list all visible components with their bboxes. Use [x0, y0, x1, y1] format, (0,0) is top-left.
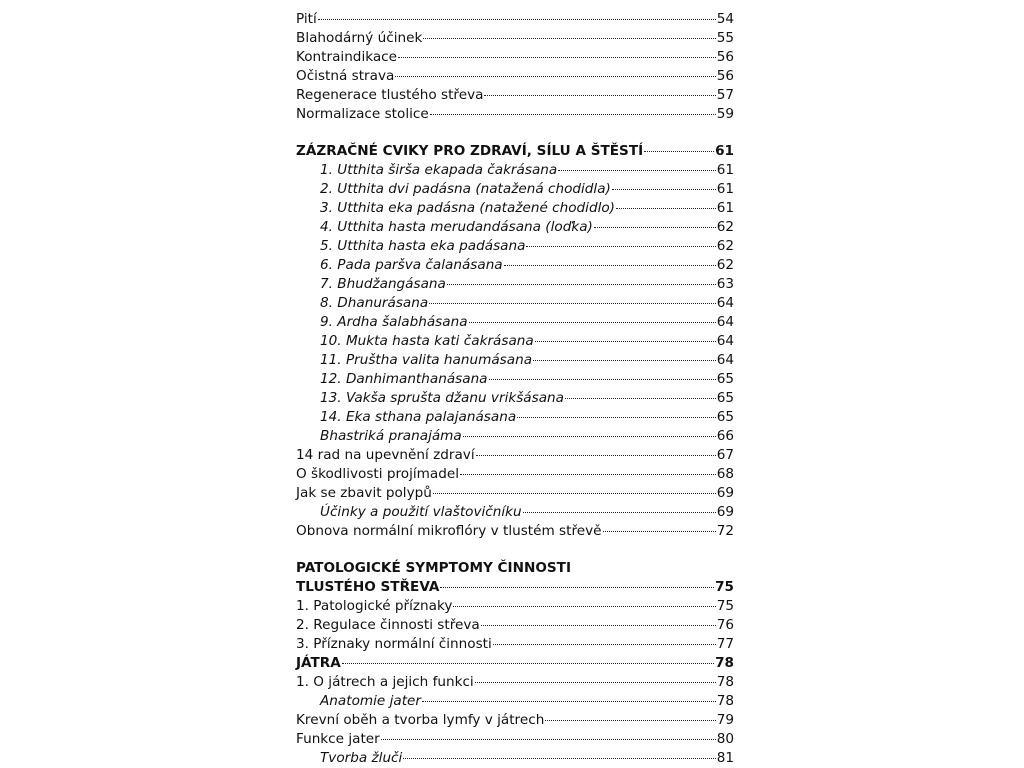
entry-title: 7. Bhudžangásana [320, 276, 446, 292]
entry-title: Bhastriká pranajáma [320, 428, 462, 444]
dot-leader [318, 19, 716, 20]
toc-entry[interactable] [296, 730, 734, 749]
entry-title: 11. Pruštha valita hanumásana [320, 352, 533, 368]
dot-leader [526, 246, 715, 247]
dot-leader [469, 322, 716, 323]
section-gap [296, 124, 734, 142]
dot-leader [342, 663, 714, 664]
page-number: 63 [716, 276, 734, 292]
entry-title: Regenerace tlustého střeva [296, 87, 484, 103]
entry-title: Normalizace stolice [296, 106, 429, 122]
dot-leader [533, 360, 716, 361]
toc-section-heading-line [296, 559, 734, 578]
entry-title: Jak se zbavit polypů [296, 485, 432, 501]
toc-entry[interactable] [296, 48, 734, 67]
toc-entry[interactable] [296, 446, 734, 465]
page-number: 62 [716, 257, 734, 273]
entry-title: Funkce jater [296, 731, 380, 747]
dot-leader [447, 284, 716, 285]
entry-title: 3. Utthita eka padásna (natažené chodidlo) [320, 200, 615, 216]
dot-leader [489, 379, 716, 380]
dot-leader [558, 170, 715, 171]
dot-leader [565, 398, 716, 399]
toc-entry[interactable] [296, 673, 734, 692]
dot-leader [433, 493, 716, 494]
toc-entry[interactable] [296, 351, 734, 370]
page-number: 69 [716, 504, 734, 520]
toc-entry[interactable] [296, 484, 734, 503]
toc-group-symptoms [296, 597, 734, 654]
entry-title: Tvorba žluči [320, 750, 403, 766]
page-number: 75 [715, 579, 734, 595]
toc-group-cleansing [296, 10, 734, 124]
entry-title: 2. Utthita dvi padásna (natažená chodidla) [320, 181, 611, 197]
toc-entry[interactable] [296, 692, 734, 711]
dot-leader [440, 587, 714, 588]
toc-entry[interactable] [296, 256, 734, 275]
toc-entry[interactable] [296, 635, 734, 654]
page-number: 65 [716, 390, 734, 406]
entry-title: 2. Regulace činnosti střeva [296, 617, 480, 633]
entry-title: 6. Pada paršva čalanásana [320, 257, 503, 273]
toc-entry[interactable] [296, 218, 734, 237]
toc-entry[interactable] [296, 522, 734, 541]
dot-leader [381, 739, 716, 740]
page-number: 64 [716, 314, 734, 330]
toc-group-health [296, 446, 734, 503]
section-title: TLUSTÉHO STŘEVA [296, 579, 440, 595]
dot-leader [481, 625, 716, 626]
entry-title: 5. Utthita hasta eka padásana [320, 238, 526, 254]
toc-section-heading[interactable] [296, 654, 734, 673]
dot-leader [484, 95, 715, 96]
entry-title: Účinky a použití vlaštovičníku [320, 504, 522, 520]
page-number: 64 [716, 295, 734, 311]
dot-leader [453, 606, 715, 607]
entry-title: O škodlivosti projímadel [296, 466, 459, 482]
toc-entry[interactable] [296, 29, 734, 48]
page-number: 81 [716, 750, 734, 766]
entry-title: 1. Patologické příznaky [296, 598, 453, 614]
page-number: 61 [716, 181, 734, 197]
entry-title: 9. Ardha šalabhásana [320, 314, 468, 330]
toc-entry[interactable] [296, 597, 734, 616]
entry-title: Blahodárný účinek [296, 30, 423, 46]
page-number: 62 [716, 219, 734, 235]
page-number: 54 [716, 11, 734, 27]
entry-title: 14 rad na upevnění zdraví [296, 447, 475, 463]
toc-entry[interactable] [296, 332, 734, 351]
page-number: 57 [716, 87, 734, 103]
toc-entry[interactable] [296, 313, 734, 332]
page-number: 61 [716, 162, 734, 178]
dot-leader [423, 38, 715, 39]
page-number: 64 [716, 352, 734, 368]
section-title: ZÁZRAČNÉ CVIKY PRO ZDRAVÍ, SÍLU A ŠTĚSTÍ [296, 143, 644, 159]
dot-leader [398, 57, 716, 58]
dot-leader [429, 303, 715, 304]
page-number: 56 [716, 68, 734, 84]
entry-title: Pití [296, 11, 317, 27]
toc-entry[interactable] [296, 427, 734, 446]
dot-leader [422, 701, 716, 702]
dot-leader [493, 644, 716, 645]
section-gap [296, 541, 734, 559]
page-number: 65 [716, 371, 734, 387]
page-number: 80 [716, 731, 734, 747]
page-number: 55 [716, 30, 734, 46]
dot-leader [463, 436, 716, 437]
toc-entry[interactable] [296, 10, 734, 29]
page-number: 78 [715, 655, 734, 671]
dot-leader [460, 474, 716, 475]
page-number: 78 [716, 693, 734, 709]
page-number: 76 [716, 617, 734, 633]
dot-leader [616, 208, 716, 209]
page-number: 61 [715, 143, 734, 159]
toc-entry[interactable] [296, 711, 734, 730]
entry-title: Kontraindikace [296, 49, 398, 65]
dot-leader [395, 76, 715, 77]
dot-leader [535, 341, 716, 342]
page-number: 67 [716, 447, 734, 463]
dot-leader [517, 417, 716, 418]
entry-title: 8. Dhanurásana [320, 295, 429, 311]
page-number: 77 [716, 636, 734, 652]
dot-leader [523, 512, 716, 513]
page-number: 72 [716, 523, 734, 539]
toc-entry[interactable] [296, 105, 734, 124]
toc-entry[interactable] [296, 180, 734, 199]
dot-leader [644, 151, 714, 152]
dot-leader [545, 720, 715, 721]
toc-group-liver [296, 711, 734, 749]
entry-title: Krevní oběh a tvorba lymfy v játrech [296, 712, 545, 728]
page-number: 61 [716, 200, 734, 216]
dot-leader [504, 265, 716, 266]
toc-entry[interactable] [296, 370, 734, 389]
entry-title: 10. Mukta hasta kati čakrásana [320, 333, 534, 349]
page-number: 62 [716, 238, 734, 254]
page-number: 65 [716, 409, 734, 425]
dot-leader [430, 114, 716, 115]
entry-title: 14. Eka sthana palajanásana [320, 409, 517, 425]
entry-title: 1. O játrech a jejich funkci [296, 674, 474, 690]
toc-entry[interactable] [296, 749, 734, 768]
dot-leader [476, 455, 716, 456]
toc-entry[interactable] [296, 275, 734, 294]
entry-title: Obnova normální mikroflóry v tlustém střevě [296, 523, 602, 539]
toc-entry[interactable] [296, 408, 734, 427]
dot-leader [612, 189, 716, 190]
entry-title: 12. Danhimanthanásana [320, 371, 488, 387]
page-number: 75 [716, 598, 734, 614]
entry-title: 13. Vakša sprušta džanu vrikšásana [320, 390, 564, 406]
section-title: JÁTRA [296, 655, 341, 671]
section-title: PATOLOGICKÉ SYMPTOMY ČINNOSTI [296, 560, 572, 576]
toc-entry[interactable] [296, 294, 734, 313]
toc-entry[interactable] [296, 161, 734, 180]
toc-group-exercises [296, 161, 734, 446]
entry-title: Anatomie jater [320, 693, 421, 709]
toc-entry[interactable] [296, 237, 734, 256]
toc-entry[interactable] [296, 465, 734, 484]
page-number: 79 [716, 712, 734, 728]
page-number: 66 [716, 428, 734, 444]
toc-entry[interactable] [296, 503, 734, 522]
page-number: 68 [716, 466, 734, 482]
toc-entry[interactable] [296, 67, 734, 86]
dot-leader [475, 682, 716, 683]
page-number: 64 [716, 333, 734, 349]
entry-title: 1. Utthita širša ekapada čakrásana [320, 162, 558, 178]
entry-title: Očistná strava [296, 68, 395, 84]
entry-title: 4. Utthita hasta merudandásana (loďka) [320, 219, 593, 235]
page-number: 78 [716, 674, 734, 690]
toc-section-heading[interactable] [296, 142, 734, 161]
page-number: 56 [716, 49, 734, 65]
page-number: 69 [716, 485, 734, 501]
dot-leader [594, 227, 716, 228]
toc-section-heading[interactable] [296, 578, 734, 597]
page-number: 59 [716, 106, 734, 122]
entry-title: 3. Příznaky normální činnosti [296, 636, 492, 652]
toc-entry[interactable] [296, 199, 734, 218]
table-of-contents [296, 10, 734, 768]
toc-entry[interactable] [296, 389, 734, 408]
toc-entry[interactable] [296, 86, 734, 105]
dot-leader [403, 758, 715, 759]
toc-entry[interactable] [296, 616, 734, 635]
dot-leader [603, 531, 716, 532]
